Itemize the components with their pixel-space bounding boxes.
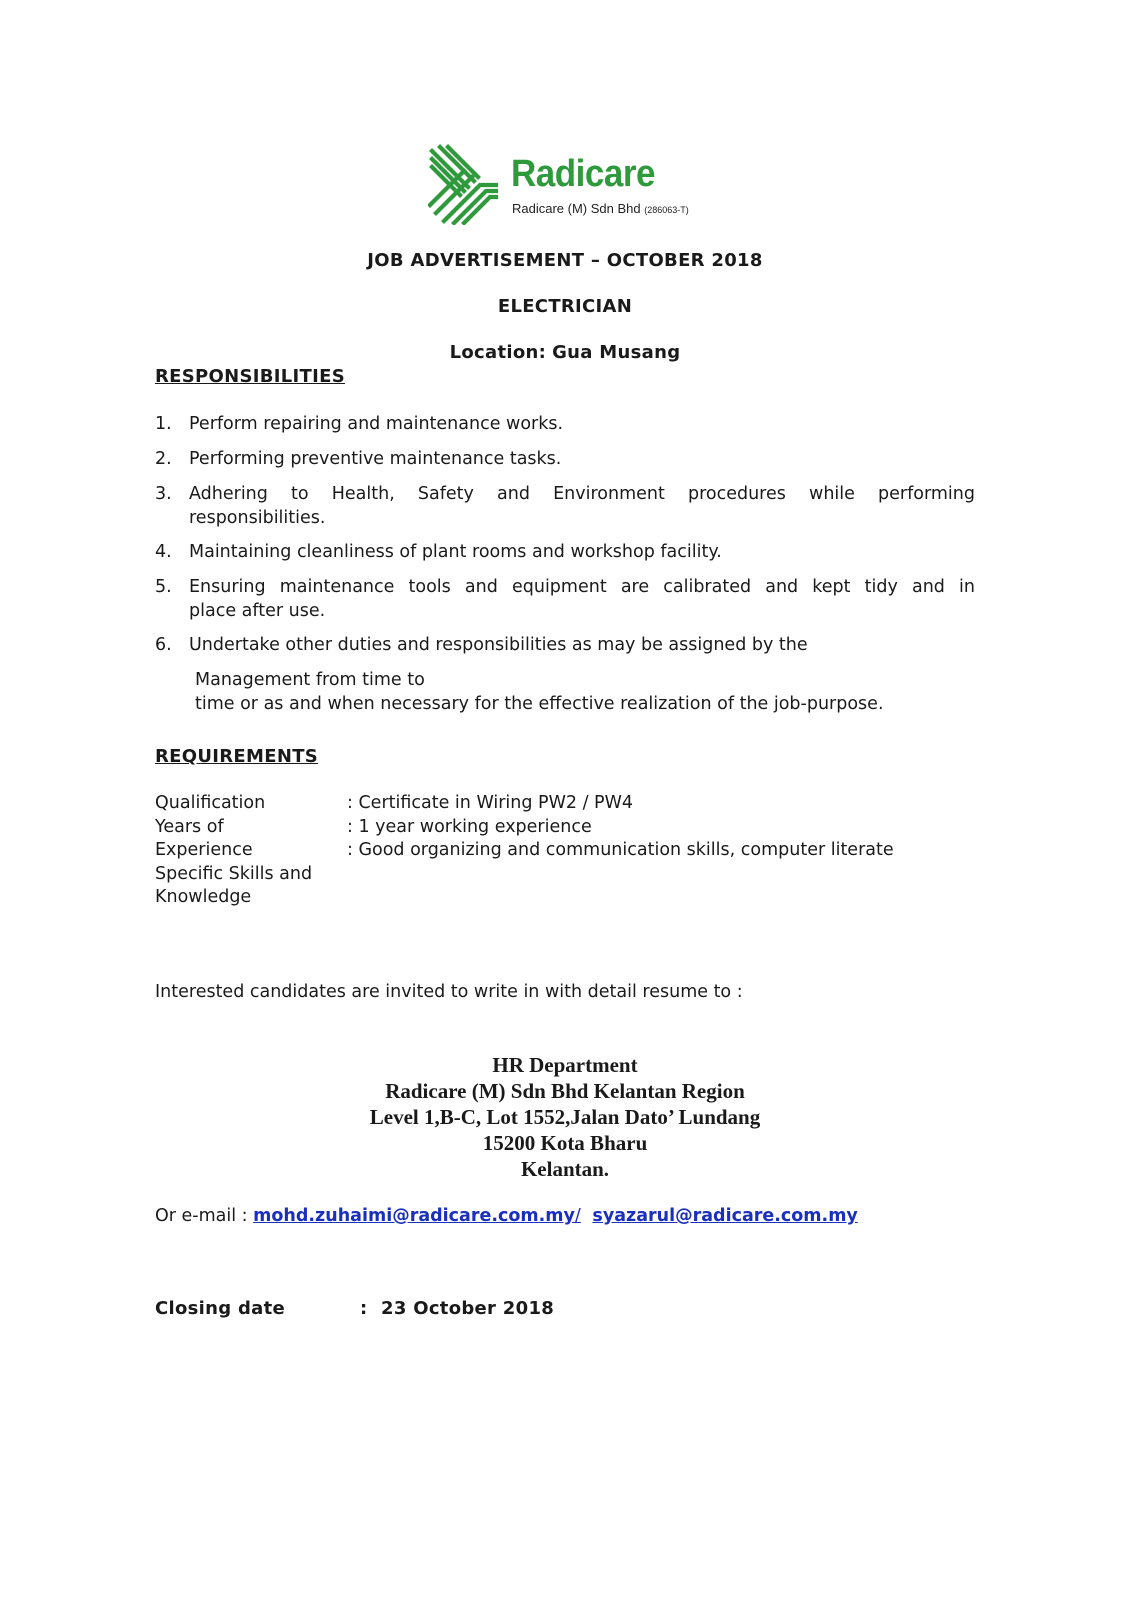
company-name: Radicare (M) Sdn Bhd: [512, 201, 641, 216]
location-label: Location:: [449, 342, 547, 363]
address-line: 15200 Kota Bharu: [482, 1131, 648, 1155]
advertisement-title: JOB ADVERTISEMENT – OCTOBER 2018: [367, 250, 763, 271]
item-text-line1: Ensuring maintenance tools and equipment are calibrated and kept tidy and in: [189, 577, 975, 597]
item-number: 1.: [155, 414, 172, 434]
requirement-label: Years of: [155, 816, 224, 837]
logo-company-name: [512, 201, 689, 216]
item-text-line2: responsibilities.: [189, 508, 326, 528]
address-line: HR Department: [492, 1053, 638, 1077]
item-number: 5.: [155, 577, 172, 597]
requirements-labels: [155, 792, 312, 910]
closing-date: [155, 1298, 555, 1319]
apply-instructions: Interested candidates are invited to write in with detail resume to :: [155, 982, 743, 1002]
closing-date-label: Closing date: [155, 1298, 286, 1319]
logo-wordmark: Radicare: [511, 153, 656, 195]
requirement-label: Qualification: [155, 793, 266, 813]
company-reg-no: (286063-T): [644, 205, 689, 215]
requirement-label: Specific Skills and: [155, 863, 313, 884]
item-number: 3.: [155, 484, 172, 504]
email-separator: /: [574, 1206, 581, 1226]
address-line: Level 1,B-C, Lot 1552,Jalan Dato’ Lundang: [369, 1105, 761, 1129]
item-text: [189, 482, 975, 530]
email-label: Or e-mail :: [155, 1206, 248, 1226]
continuation-line: Management from time to: [195, 670, 425, 690]
requirement-value: : Certificate in Wiring PW2 / PW4: [347, 793, 634, 813]
location-value: Gua Musang: [552, 342, 681, 363]
responsibility-item-continuation: [195, 668, 884, 716]
item-text-line1: Adhering to Health, Safety and Environment procedures while performing: [189, 484, 975, 504]
item-number: 4.: [155, 542, 172, 562]
requirement-label: Experience: [155, 840, 253, 860]
item-number: 6.: [155, 635, 172, 655]
responsibilities-heading: RESPONSIBILITIES: [155, 366, 345, 387]
item-text: Maintaining cleanliness of plant rooms and workshop facility.: [189, 542, 722, 562]
requirement-value: : Good organizing and communication skills, computer literate: [347, 840, 894, 860]
item-text: Undertake other duties and responsibilities as may be assigned by the: [189, 635, 808, 655]
continuation-line: time or as and when necessary for the effective realization of the job-purpose.: [195, 694, 884, 714]
job-location: [0, 342, 1130, 363]
closing-date-value: 23 October 2018: [381, 1298, 555, 1319]
requirement-value: : 1 year working experience: [347, 816, 592, 837]
email-link-2[interactable]: syazarul@radicare.com.my: [592, 1206, 858, 1226]
address-line: Kelantan.: [520, 1157, 610, 1181]
job-title: ELECTRICIAN: [497, 296, 633, 317]
item-text: Performing preventive maintenance tasks.: [189, 449, 562, 469]
item-text: [189, 575, 975, 623]
requirement-label: Knowledge: [155, 887, 252, 907]
item-text-line2: place after use.: [189, 601, 326, 621]
requirements-values: [347, 792, 894, 863]
mailing-address: [0, 1052, 1130, 1182]
address-line: Radicare (M) Sdn Bhd Kelantan Region: [385, 1079, 745, 1103]
email-link-1[interactable]: mohd.zuhaimi@radicare.com.my: [253, 1206, 575, 1226]
closing-date-colon: :: [360, 1298, 368, 1319]
email-line: [155, 1206, 858, 1226]
radicare-logo-icon: [428, 143, 500, 225]
item-text: Perform repairing and maintenance works.: [189, 414, 564, 434]
requirements-heading: REQUIREMENTS: [155, 746, 319, 767]
item-number: 2.: [155, 449, 172, 469]
